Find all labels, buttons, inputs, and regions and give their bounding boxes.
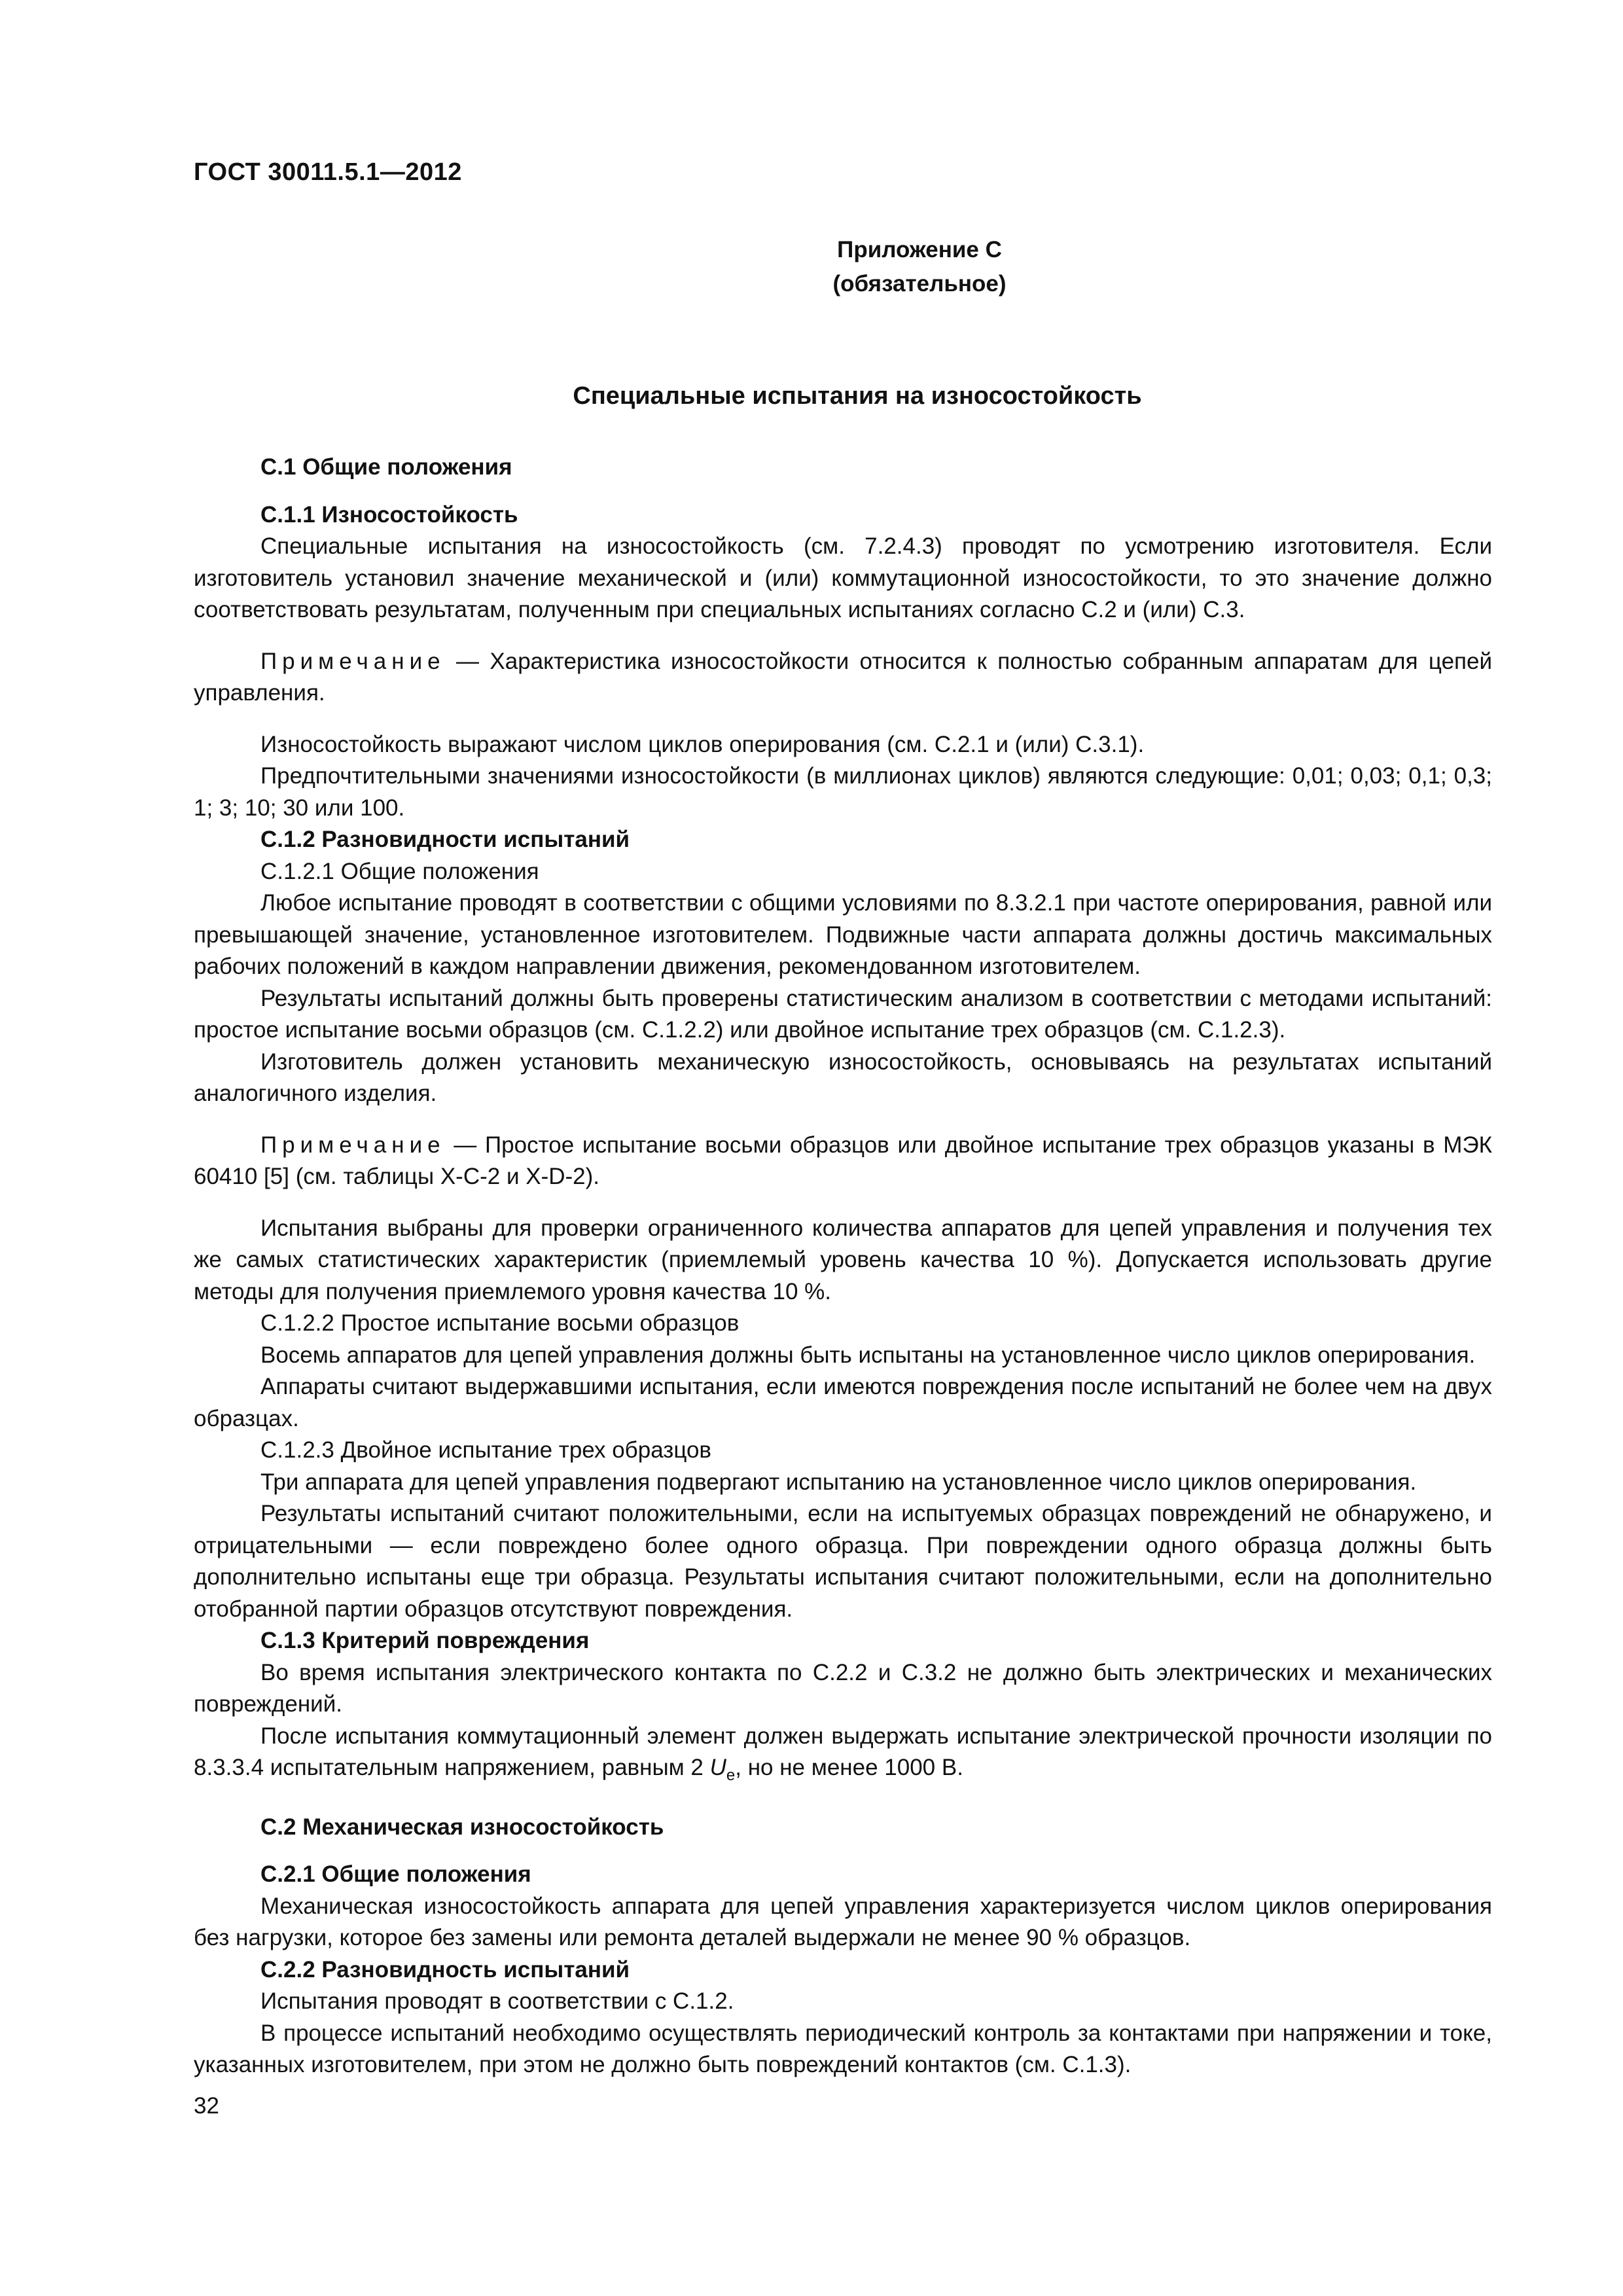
voltage-symbol: U — [709, 1755, 726, 1780]
paragraph: Любое испытание проводят в соответствии с общими условиями по 8.3.2.1 при частоте оперирования, равной или превышающей значение, установленное изготовителем. Подвижные части аппарата должны достичь максимальных рабочих положений в каждом направлении движения, рекомендованном изготовителем. — [194, 890, 1492, 979]
note-1 — [194, 646, 1492, 709]
section-c22-heading: С.2.2 Разновидность испытаний — [260, 1956, 630, 1982]
paragraph: В процессе испытаний необходимо осуществлять периодический контроль за контактами при напряжении и токе, указанных изготовителем, при этом не должно быть повреждений контактов (см. С.1.3). — [194, 2020, 1492, 2077]
paragraph: Износостойкость выражают числом циклов оперирования (см. С.2.1 и (или) С.3.1). — [260, 731, 1145, 757]
section-c122-heading: С.1.2.2 Простое испытание восьми образцов — [260, 1310, 740, 1336]
note-2 — [194, 1130, 1492, 1193]
note-label: Примечание — [260, 1132, 446, 1158]
appendix-heading — [0, 233, 1623, 301]
section-c13-heading: С.1.3 Критерий повреждения — [260, 1628, 590, 1653]
page-number: 32 — [194, 2093, 219, 2119]
paragraph: Аппараты считают выдержавшими испытания, если имеются повреждения после испытаний не более чем на двух образцах. — [194, 1374, 1492, 1431]
text-run: , но не менее 1000 В. — [735, 1755, 963, 1780]
paragraph: Во время испытания электрического контакта по С.2.2 и С.3.2 не должно быть электрических и механических повреждений. — [194, 1659, 1492, 1717]
section-c1-heading: С.1 Общие положения — [260, 454, 512, 480]
paragraph: Специальные испытания на износостойкость (см. 7.2.4.3) проводят по усмотрению изготовителя. Если изготовитель установил значение механической и (или) коммутационной износостойкости, то это значение должно соответствовать результатам, полученным при специальных испытаниях согласно С.2 и (или) С.3. — [194, 533, 1492, 622]
voltage-subscript: e — [726, 1767, 736, 1784]
paragraph: Испытания проводят в соответствии с С.1.2. — [260, 1988, 734, 2014]
text-run: После испытания коммутационный элемент должен выдержать испытание электрической прочности изоляции по 8.3.3.4 испытательным напряжением, равным 2 — [194, 1723, 1492, 1780]
note-label: Примечание — [260, 648, 446, 674]
appendix-label: Приложение С — [837, 237, 1002, 262]
document-code: ГОСТ 30011.5.1—2012 — [194, 158, 462, 186]
paragraph: Изготовитель должен установить механическую износостойкость, основываясь на результатах испытаний аналогичного изделия. — [194, 1049, 1492, 1106]
appendix-status: (обязательное) — [832, 271, 1007, 296]
paragraph: Восемь аппаратов для цепей управления должны быть испытаны на установленное число циклов оперирования. — [260, 1342, 1476, 1368]
section-c121-heading: С.1.2.1 Общие положения — [260, 858, 539, 884]
document-body — [194, 452, 1492, 2081]
paragraph-voltage — [194, 1721, 1492, 1792]
appendix-title: Специальные испытания на износостойкость — [573, 382, 1142, 410]
section-c21-heading: С.2.1 Общие положения — [260, 1861, 531, 1887]
note-text: — Простое испытание восьми образцов или двойное испытание трех образцов указаны в МЭК 60410 [5] (см. таблицы Х-С-2 и X-D-2). — [194, 1132, 1492, 1189]
note-text: — Характеристика износостойкости относится к полностью собранным аппаратам для цепей управления. — [194, 648, 1492, 706]
paragraph: Результаты испытаний должны быть проверены статистическим анализом в соответствии с методами испытаний: простое испытание восьми образцов (см. С.1.2.2) или двойное испытание трех образцов (см. С.1.2.3). — [194, 985, 1492, 1043]
paragraph: Результаты испытаний считают положительными, если на испытуемых образцах повреждений не обнаружено, и отрицательными — если повреждено более одного образца. При повреждении одного образца должны быть дополнительно испытаны еще три образца. Результаты испытания считают положительными, если на дополнительно отобранной партии образцов отсутствуют повреждения. — [194, 1501, 1492, 1622]
section-c123-heading: С.1.2.3 Двойное испытание трех образцов — [260, 1437, 712, 1463]
paragraph: Механическая износостойкость аппарата для цепей управления характеризуется числом циклов оперирования без нагрузки, которое без замены или ремонта деталей выдержали не менее 90 % образцов. — [194, 1893, 1492, 1950]
paragraph: Три аппарата для цепей управления подвергают испытанию на установленное число циклов оперирования. — [260, 1469, 1417, 1495]
section-c11-heading: С.1.1 Износостойкость — [260, 501, 518, 528]
section-c2-heading: С.2 Механическая износостойкость — [260, 1814, 664, 1840]
section-c12-heading: С.1.2 Разновидности испытаний — [260, 827, 630, 852]
paragraph: Испытания выбраны для проверки ограниченного количества аппаратов для цепей управления и получения тех же самых статистических характеристик (приемлемый уровень качества 10 %). Допускается использовать другие методы для получения приемлемого уровня качества 10 %. — [194, 1215, 1492, 1304]
paragraph: Предпочтительными значениями износостойкости (в миллионах циклов) являются следующие: 0,01; 0,03; 0,1; 0,3; 1; 3; 10; 30 или 100. — [194, 763, 1492, 821]
